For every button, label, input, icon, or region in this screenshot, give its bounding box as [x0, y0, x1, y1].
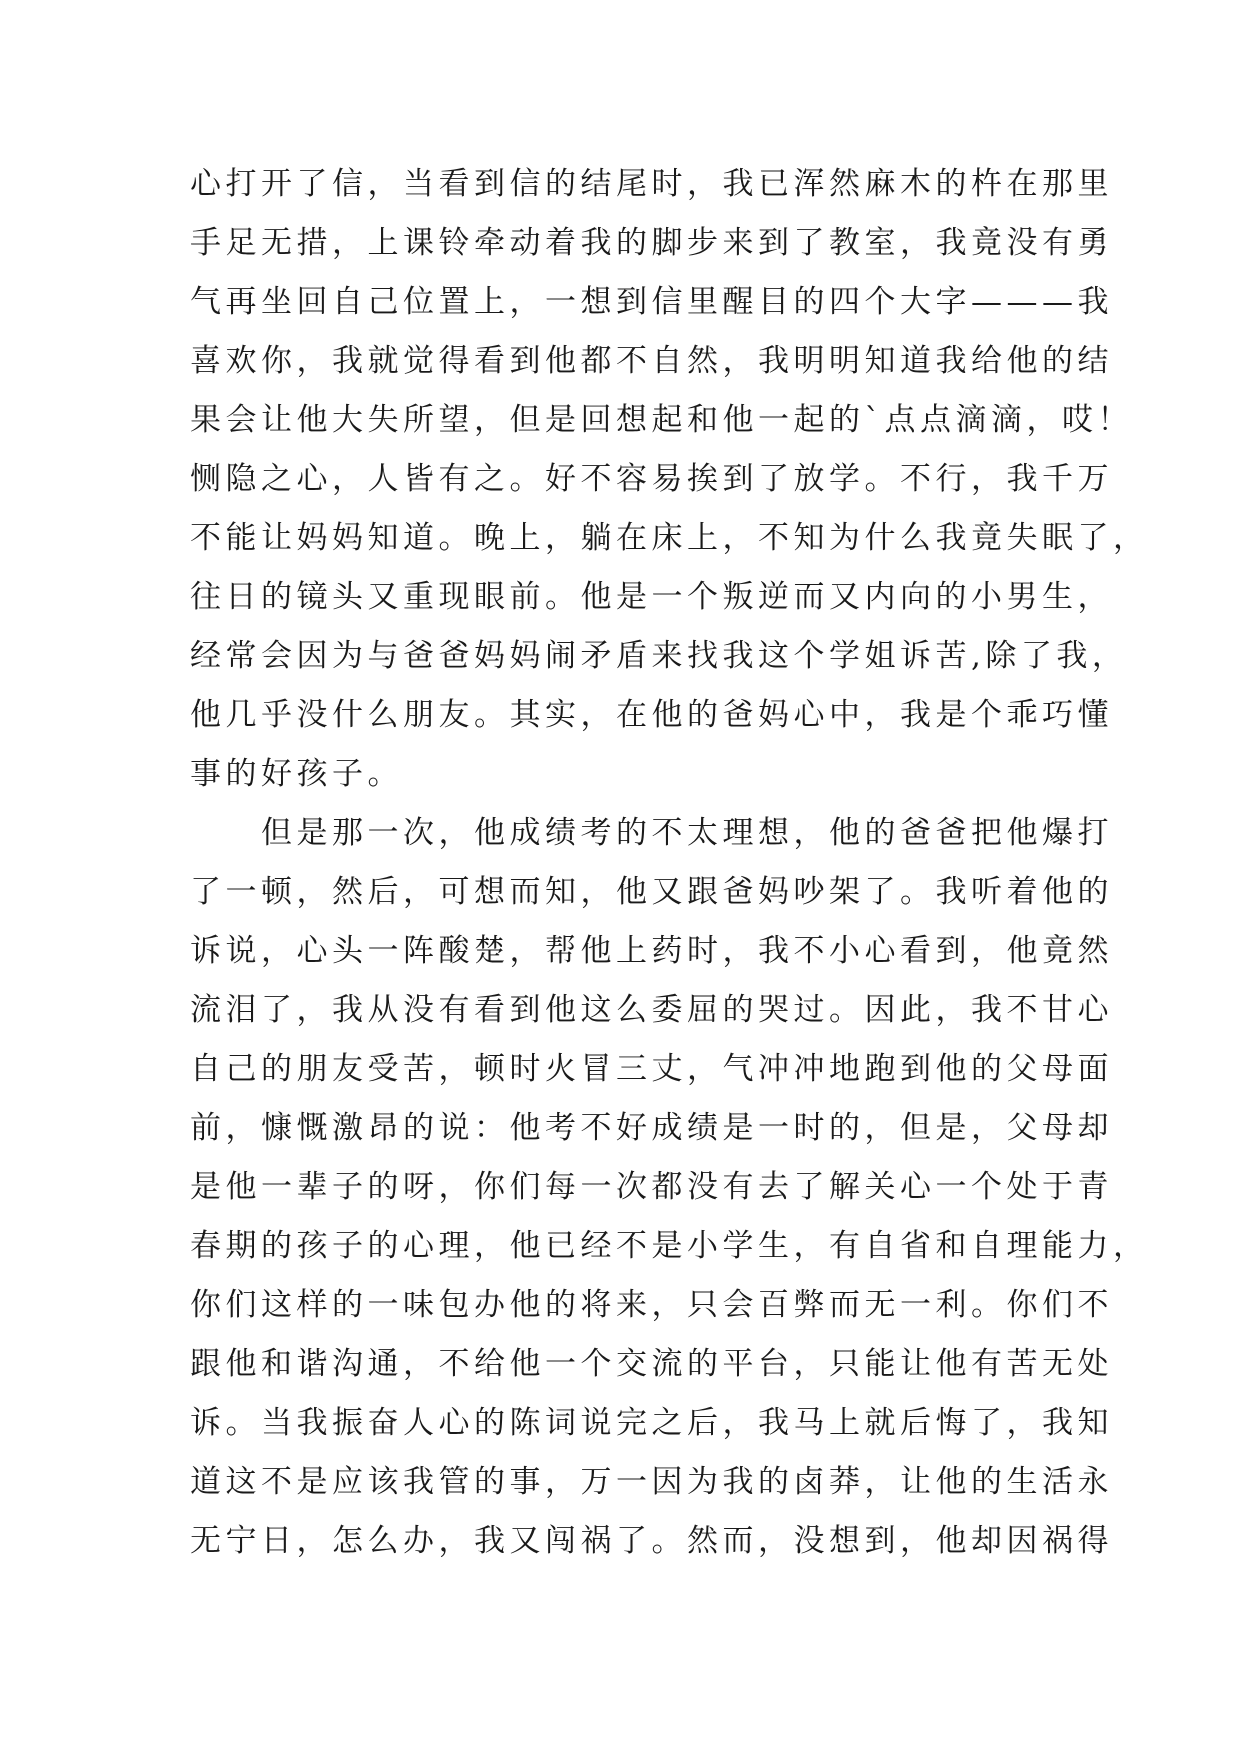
text-line: 经常会因为与爸爸妈妈闹矛盾来找我这个学姐诉苦,除了我，	[190, 638, 1128, 674]
text-line: 是他一辈子的呀，你们每一次都没有去了解关心一个处于青	[190, 1169, 1113, 1205]
text-line: 你们这样的一味包办他的将来，只会百弊而无一利。你们不	[190, 1287, 1113, 1323]
text-line: 前，慷慨激昂的说：他考不好成绩是一时的，但是，父母却	[190, 1110, 1113, 1146]
text-line: 往日的镜头又重现眼前。他是一个叛逆而又内向的小男生，	[190, 579, 1113, 615]
text-line: 跟他和谐沟通，不给他一个交流的平台，只能让他有苦无处	[190, 1346, 1113, 1382]
text-line: 他几乎没什么朋友。其实，在他的爸妈心中，我是个乖巧懂	[190, 697, 1113, 733]
paragraph-1	[190, 155, 1149, 804]
text-line: 道这不是应该我管的事，万一因为我的卤莽，让他的生活永	[190, 1464, 1113, 1500]
text-line: 但是那一次，他成绩考的不太理想，他的爸爸把他爆打	[190, 815, 1113, 851]
text-line: 心打开了信，当看到信的结尾时，我已浑然麻木的杵在那里	[190, 166, 1113, 202]
text-line: 事的好孩子。	[190, 756, 403, 792]
text-line: 春期的孩子的心理，他已经不是小学生，有自省和自理能力，	[190, 1228, 1149, 1264]
body-text	[190, 155, 1149, 1571]
text-line: 恻隐之心，人皆有之。好不容易挨到了放学。不行，我千万	[190, 461, 1113, 497]
text-line: 自己的朋友受苦，顿时火冒三丈，气冲冲地跑到他的父母面	[190, 1051, 1113, 1087]
text-line: 喜欢你，我就觉得看到他都不自然，我明明知道我给他的结	[190, 343, 1113, 379]
paragraph-2	[190, 804, 1149, 1571]
text-line: 果会让他大失所望，但是回想起和他一起的`点点滴滴，哎！	[190, 402, 1133, 438]
text-line: 气再坐回自己位置上，一想到信里醒目的四个大字———我	[190, 284, 1113, 320]
text-line: 诉。当我振奋人心的陈词说完之后，我马上就后悔了，我知	[190, 1405, 1113, 1441]
text-line: 不能让妈妈知道。晚上，躺在床上，不知为什么我竟失眠了，	[190, 520, 1149, 556]
text-line: 了一顿，然后，可想而知，他又跟爸妈吵架了。我听着他的	[190, 874, 1113, 910]
text-line: 无宁日，怎么办，我又闯祸了。然而，没想到，他却因祸得	[190, 1523, 1113, 1559]
text-line: 手足无措，上课铃牵动着我的脚步来到了教室，我竟没有勇	[190, 225, 1113, 261]
text-line: 诉说，心头一阵酸楚，帮他上药时，我不小心看到，他竟然	[190, 933, 1113, 969]
text-line: 流泪了，我从没有看到他这么委屈的哭过。因此，我不甘心	[190, 992, 1113, 1028]
